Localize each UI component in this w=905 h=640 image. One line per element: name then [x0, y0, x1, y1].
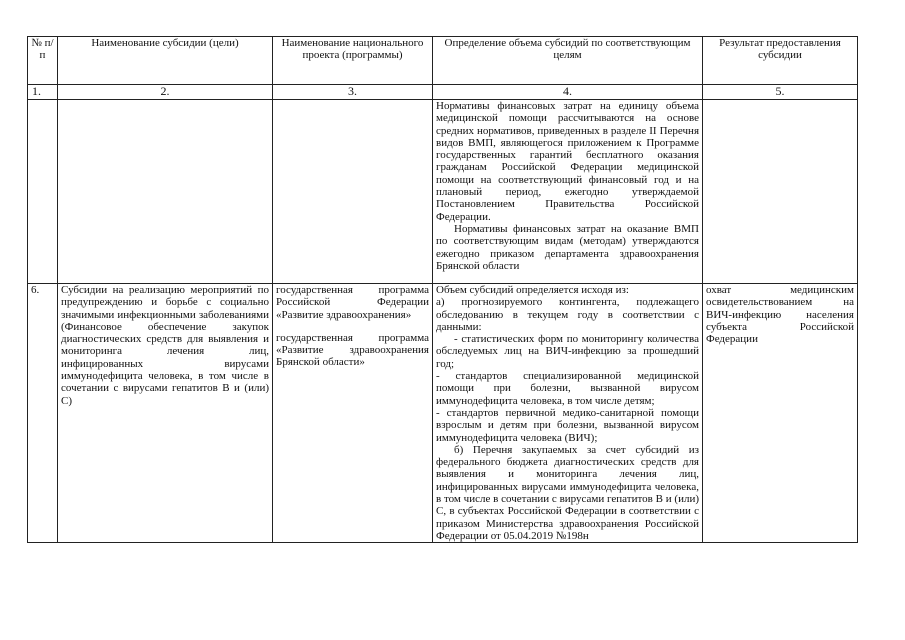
row6-project [273, 284, 433, 543]
cell-result [703, 100, 858, 284]
volume-line: б) Перечня закупаемых за счет субсидий из федерального бюджета диагностических средств для выявления и мониторинга лечения лиц, инфицированных вирусами иммунодефицита человека, в том числе в сочетании с вирусами гепатитов В и (или) С, в субъектах Российской Федерации в соответствии с приказом Министерства здравоохранения Российской Федерации от 05.04.2019 №198н [436, 443, 699, 542]
numbering-row [28, 85, 858, 100]
col-number-1: 1. [28, 85, 58, 100]
table-row-6 [28, 284, 858, 543]
col-number-2: 2. [58, 85, 273, 100]
volume-paragraph: Нормативы финансовых затрат на единицу объема медицинской помощи рассчитываются на основе средних нормативов, приведенных в разделе II Перечня видов ВМП, являющегося приложением к Программе государственных гарантий бесплатного оказания гражданам Российской Федерации медицинской помощи на соответствующий финансовый год и на плановый период, ежегодно утверждаемой Постановлением Правительства Российской Федерации. [436, 100, 699, 223]
volume-line: - стандартов специализированной медицинской помощи при болезни, вызванной вирусом иммунодефицита человека, в том числе детям; [436, 370, 699, 407]
cell-project [273, 100, 433, 284]
header-subsidy-name: Наименование субсидии (цели) [58, 37, 273, 85]
header-num: № п/п [28, 37, 58, 85]
project-item: государственная программа Российской Федерации «Развитие здравоохранения» [276, 284, 429, 321]
table-row-continued [28, 100, 858, 284]
row6-num: 6. [28, 284, 58, 543]
header-project: Наименование национального проекта (программы) [273, 37, 433, 85]
volume-paragraph: Нормативы финансовых затрат на оказание ВМП по соответствующим видам (методам) утверждаются ежегодно приказом департамента здравоохранения Брянской области [436, 222, 699, 272]
row6-subsidy-name: Субсидии на реализацию мероприятий по предупреждению и борьбе с социально значимыми инфекционными заболеваниями (Финансовое обеспечение закупок диагностических средств для выявления и мониторинга лечения лиц, инфицированных вирусами иммунодефицита человека, в том числе в сочетании с вирусами гепатитов В и (или) С) [58, 284, 273, 543]
cell-volume [433, 100, 703, 284]
project-item: государственная программа «Развитие здравоохранения Брянской области» [276, 331, 429, 369]
subsidy-table [27, 36, 858, 543]
volume-line: а) прогнозируемого контингента, подлежащего обследованию в текущем году в соответствии с данными: [436, 296, 699, 333]
col-number-4: 4. [433, 85, 703, 100]
volume-line: - стандартов первичной медико-санитарной помощи взрослым и детям при болезни, вызванной вирусом иммунодефицита человека (ВИЧ); [436, 406, 699, 444]
header-result: Результат предоставления субсидии [703, 37, 858, 85]
volume-line: - статистических форм по мониторингу количества обследуемых лиц на ВИЧ-инфекцию за прошедший год; [436, 333, 699, 370]
row6-volume [433, 284, 703, 543]
cell-num [28, 100, 58, 284]
col-number-3: 3. [273, 85, 433, 100]
volume-line: Объем субсидий определяется исходя из: [436, 284, 629, 296]
row6-result: охват медицинским освидетельствованием на ВИЧ-инфекцию населения субъекта Российской Федерации [703, 284, 858, 543]
header-row [28, 37, 858, 85]
header-volume: Определение объема субсидий по соответствующим целям [433, 37, 703, 85]
col-number-5: 5. [703, 85, 858, 100]
cell-name [58, 100, 273, 284]
